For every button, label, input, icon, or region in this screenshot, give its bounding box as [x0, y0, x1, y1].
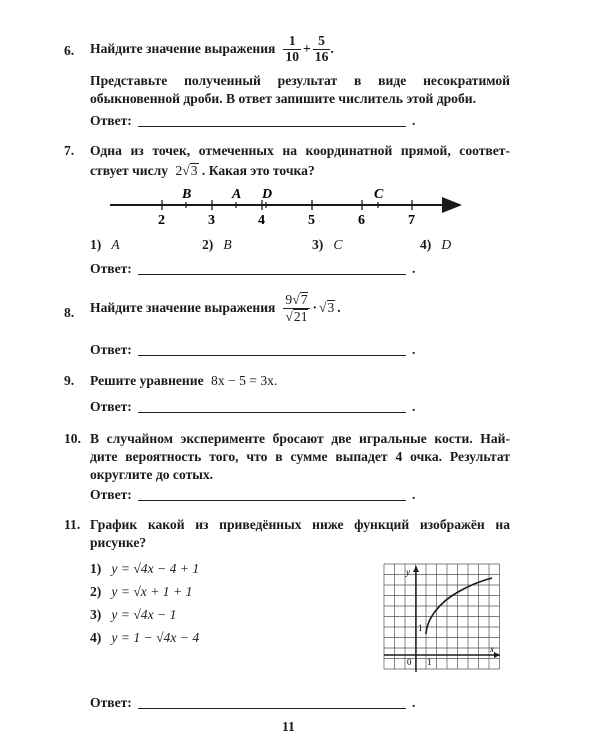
- option-number: 3): [90, 607, 102, 622]
- denominator-radicand: 21: [293, 308, 308, 324]
- graph-x-one-label: 1: [427, 657, 432, 667]
- fraction-2-denominator: 16: [314, 48, 329, 64]
- graph-grid: [384, 564, 500, 669]
- task-9-lead: Решите уравнение: [90, 373, 204, 388]
- plus-sign: +: [303, 41, 311, 57]
- number-line: [100, 184, 480, 230]
- fraction-2-numerator: 5: [313, 34, 331, 50]
- option-formula: y = √x + 1 + 1: [111, 584, 193, 599]
- option-number: 3): [312, 237, 324, 252]
- tail-radicand: 3: [327, 300, 335, 316]
- task-7-line-2-tail: . Какая это точка?: [201, 163, 315, 178]
- task-6-line-2: обыкновенной дроби. В ответ запишите числитель этой дроби.: [90, 91, 477, 106]
- task-11-line-2: рисунке?: [90, 535, 147, 550]
- task-6-line-1: Представьте полученный результат в виде несократимой: [90, 73, 510, 88]
- task-6-end: .: [330, 41, 334, 57]
- task-9-answer-dot: .: [412, 399, 416, 414]
- task-8-number: 8.: [64, 305, 75, 320]
- task-8-answer-field[interactable]: [138, 355, 406, 356]
- option-number: 4): [90, 630, 102, 645]
- option-number: 2): [90, 584, 102, 599]
- option-formula: y = √4x − 1: [111, 607, 177, 622]
- graph-x-arrow: [494, 652, 500, 658]
- task-6-fraction-1: [283, 34, 301, 65]
- task-8-tail-sqrt: √3: [319, 300, 335, 316]
- number-line-point-label: C: [374, 187, 384, 202]
- task-7-number-value: 2√3: [175, 163, 198, 178]
- number-line-tick-label: 5: [308, 213, 315, 228]
- task-8-lead: Найдите значение выражения: [90, 300, 276, 316]
- numerator-radicand: 7: [300, 292, 308, 307]
- graph-x-label: x: [490, 644, 494, 654]
- task-10-line-3: округлите до сотых.: [90, 467, 214, 482]
- multiply-dot: ·: [312, 300, 318, 316]
- number-line-point-label: B: [182, 187, 192, 202]
- task-10-answer-label: Ответ:: [90, 487, 132, 502]
- sqrt-radicand: 3: [190, 163, 198, 178]
- option-number: 1): [90, 237, 102, 252]
- task-8-prompt: [90, 292, 341, 325]
- task-7-line-2: [90, 162, 315, 180]
- task-10-number: 10.: [64, 431, 81, 446]
- option-formula: y = 1 − √4x − 4: [111, 630, 200, 645]
- task-6-prompt: [90, 34, 334, 65]
- graph-y-arrow: [413, 566, 419, 572]
- task-10-answer-field[interactable]: [138, 500, 406, 501]
- task-7-number: 7.: [64, 143, 75, 158]
- task-10-line-1: В случайном эксперименте бросают две игральные кости. Най-: [90, 431, 510, 446]
- number-line-tick-label: 6: [358, 213, 365, 228]
- task-11-number: 11.: [64, 517, 81, 532]
- task-9-equation: 8x − 5 = 3x.: [211, 373, 278, 388]
- page-number: 11: [282, 719, 295, 734]
- task-6-answer-field[interactable]: [138, 126, 406, 127]
- task-8-denominator: √21: [285, 308, 308, 324]
- task-6-number: 6.: [64, 43, 75, 58]
- fraction-1-numerator: 1: [283, 34, 301, 50]
- option-value: A: [111, 237, 120, 252]
- task-7-answer-field[interactable]: [138, 274, 406, 275]
- task-8-numerator: 9√7: [283, 292, 310, 309]
- task-11-option-3[interactable]: [90, 606, 176, 624]
- task-7-answer-label: Ответ:: [90, 261, 132, 276]
- graph-origin-label: 0: [407, 657, 412, 667]
- number-line-tick-label: 7: [408, 213, 415, 228]
- task-8-answer-label: Ответ:: [90, 342, 132, 357]
- task-7-answer-dot: .: [412, 261, 416, 276]
- task-11-answer-field[interactable]: [138, 708, 406, 709]
- number-line-point-label: D: [262, 187, 273, 202]
- task-11-option-2[interactable]: [90, 583, 192, 601]
- task-6-fraction-2: [313, 33, 334, 65]
- sqrt-coefficient: 2: [175, 163, 183, 178]
- number-line-tick-label: 4: [258, 213, 265, 228]
- task-9-answer-field[interactable]: [138, 412, 406, 413]
- fraction-1-denominator: 10: [285, 48, 300, 64]
- task-7-line-2-lead: ствует числу: [90, 163, 169, 178]
- option-number: 4): [420, 237, 432, 252]
- task-7-option-1[interactable]: [90, 236, 120, 254]
- task-7-option-3[interactable]: [312, 236, 342, 254]
- task-8-end: .: [337, 300, 341, 316]
- option-value: D: [441, 237, 452, 252]
- task-7-option-2[interactable]: [202, 236, 232, 254]
- task-9-number: 9.: [64, 373, 75, 388]
- task-9-answer-label: Ответ:: [90, 399, 132, 414]
- task-7-option-4[interactable]: [420, 236, 451, 254]
- task-6-answer-dot: .: [412, 113, 416, 128]
- number-line-tick-label: 2: [158, 213, 165, 228]
- task-6-answer-label: Ответ:: [90, 113, 132, 128]
- task-11-option-1[interactable]: [90, 560, 199, 578]
- number-line-point-label: A: [232, 187, 242, 202]
- task-11-answer-label: Ответ:: [90, 695, 132, 710]
- graph-y-label: y: [406, 567, 410, 577]
- task-10-answer-dot: .: [412, 487, 416, 502]
- task-8-fraction: [283, 292, 310, 325]
- option-formula: y = √4x − 4 + 1: [111, 561, 200, 576]
- task-8-answer-dot: .: [412, 342, 416, 357]
- function-graph: [380, 562, 504, 676]
- option-number: 1): [90, 561, 102, 576]
- task-11-option-4[interactable]: [90, 629, 199, 647]
- task-10-line-2: дите вероятность того, что в сумме выпадет 4 очка. Результат: [90, 449, 510, 464]
- task-7-line-1: Одна из точек, отмеченных на координатной прямой, соответ-: [90, 143, 510, 158]
- task-6-lead: Найдите значение выражения: [90, 41, 276, 57]
- numerator-coefficient: 9: [285, 292, 293, 307]
- graph-y-one-label: 1: [418, 623, 423, 633]
- task-9-prompt: [90, 372, 277, 390]
- option-number: 2): [202, 237, 214, 252]
- option-value: B: [223, 237, 232, 252]
- task-11-line-1: График какой из приведённых ниже функций изображён на: [90, 517, 510, 532]
- number-line-tick-label: 3: [208, 213, 215, 228]
- task-11-answer-dot: .: [412, 695, 416, 710]
- option-value: C: [333, 237, 343, 252]
